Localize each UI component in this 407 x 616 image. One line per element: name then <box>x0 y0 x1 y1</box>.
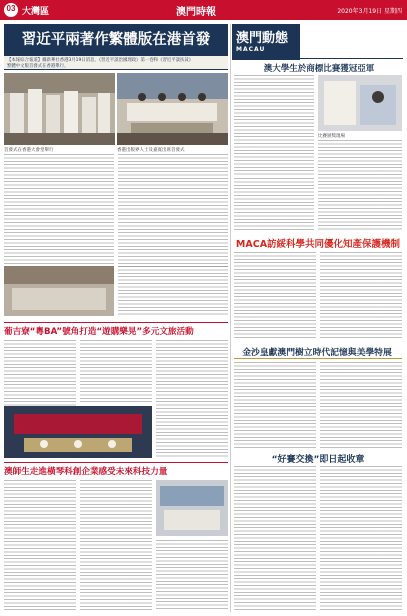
contest-body-col3 <box>234 178 314 232</box>
lead-story <box>4 24 228 268</box>
ba-headline: 葡吉寮“粵BA”號角打造“遊購樂晃”多元文旅活動 <box>4 327 194 337</box>
youth-body-col2 <box>80 480 152 610</box>
lab-photo-illustration <box>156 480 228 536</box>
ip-headline: MACA訪綏科學共同優化知產保護機制 <box>235 239 401 250</box>
contest-headline: 澳大學生於商標比賽獲冠亞軍 <box>263 64 375 74</box>
contest-body-col1 <box>234 75 314 175</box>
contest-photo-caption: 比賽頒獎現場 <box>318 134 345 139</box>
issue-date: 2020年3月19日 星期四 <box>337 8 402 15</box>
book-stack-illustration <box>4 73 115 145</box>
youth-photo <box>156 480 228 536</box>
friendship-body-col2 <box>320 466 402 610</box>
friendship-body-col1 <box>234 466 316 610</box>
ba-headline-rule <box>4 322 228 323</box>
jinsha-headline: 金沙皇獻澳門樹立時代記憶與美學特展 <box>242 348 392 358</box>
jinsha-body-col1 <box>234 362 316 448</box>
macau-section-subtitle: MACAU <box>236 46 266 53</box>
stage-photo-illustration <box>4 406 152 458</box>
lead-sub-photo <box>4 266 114 316</box>
macau-section-rule <box>300 58 403 59</box>
award-photo-illustration <box>318 75 402 131</box>
ba-body-col3 <box>156 340 228 458</box>
ba-photo <box>4 406 152 458</box>
jinsha-body-col2 <box>320 362 402 448</box>
page-number-text: 03 <box>6 4 16 13</box>
jinsha-headline-rule <box>234 358 402 359</box>
section-label: 大灣區 <box>22 7 50 17</box>
lead-sub-text <box>118 266 228 316</box>
youth-headline: 澳師生走進橫琴科創企業感受未來科技力量 <box>4 467 168 477</box>
contest-photo <box>318 75 402 131</box>
lead-body-col1 <box>4 154 114 268</box>
lead-summary-line2: 繁體中文版首發式在香港舉行。 <box>7 64 69 69</box>
lead-photo-left <box>4 73 115 145</box>
ip-body-col2 <box>320 252 402 340</box>
lead-body-col2 <box>118 154 228 268</box>
ba-body-col2 <box>80 340 152 404</box>
lead-photo-right <box>117 73 228 145</box>
lead-summary-line1: 【本報綜合報道】據新華社香港3月19日消息，《習近平談治國理政》第一卷和《習近平談扶貧》 <box>7 58 194 63</box>
ip-body-col1 <box>234 252 316 340</box>
contest-body-col2 <box>318 140 402 232</box>
youth-body-col3 <box>156 540 228 610</box>
column-divider <box>230 24 231 612</box>
youth-headline-rule <box>4 462 228 463</box>
group-photo-illustration <box>4 266 114 316</box>
masthead: 澳門時報 <box>176 7 216 18</box>
lead-photo-left-caption: 首發式在香港大會堂舉行 <box>4 148 54 153</box>
event-photo-illustration <box>117 73 228 145</box>
lead-photo-right-caption: 香港出版界人士及嘉賓出席首發式 <box>117 148 185 153</box>
youth-body-col1 <box>4 480 76 610</box>
page-header <box>0 0 407 20</box>
macau-section-title: 澳門動態 <box>236 31 289 46</box>
friendship-headline: “好賽交換”即日起收章 <box>271 455 365 465</box>
lead-headline: 習近平兩著作繁體版在港首發 <box>21 31 211 48</box>
